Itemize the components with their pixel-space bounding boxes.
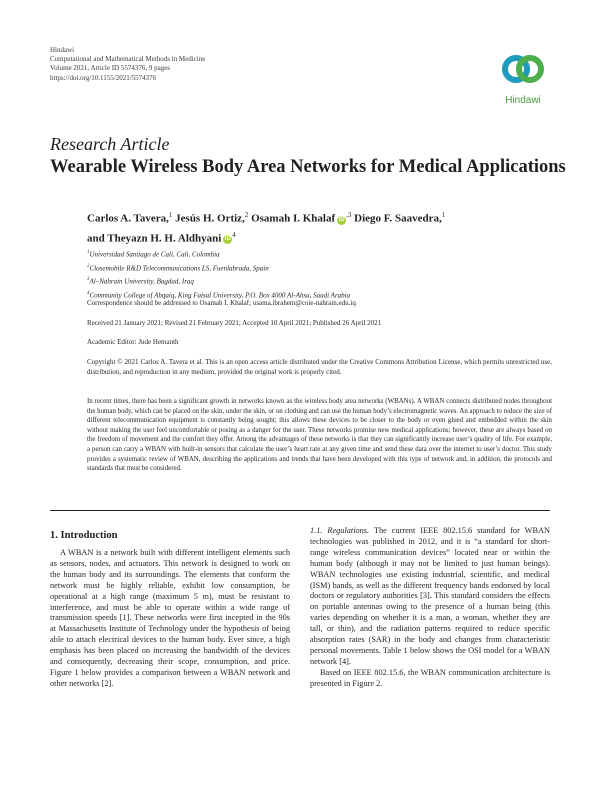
copyright-notice: Copyright © 2021 Carlos A. Tavera et al. This is an open access article distributed under the Creative Commons Attribution License, which permits unrestricted use, distribution, and reproduction in any medium, provided the original work is properly cited. xyxy=(87,358,552,376)
author-name: Osamah I. Khalaf xyxy=(251,212,336,225)
journal-header xyxy=(50,46,205,83)
hindawi-logo-icon xyxy=(495,50,551,90)
abstract: In recent times, there has been a significant growth in networks known as the wireless body area networks (WBANs). A WBAN connects distributed nodes throughout the human body, which can be placed on the skin, under the skin, or on clothing and can use the human body’s electromagnetic waves. An approach to reduce the size of different telecommunication equipment is constantly being sought; this allows these devices to be closer to the body or even glued and embedded within the skin without making the user feel uncomfortable or posing as a danger for the user. These networks promise new medical applications; however, these are always based on the freedom of movement and the comfort they offer. Among the advantages of these networks is that they can significantly increase user’s quality of life. For example, a person can carry a WBAN with built-in sensors that calculate the user’s heart rate at any given time and send these data over the internet to user’s doctor. This study provides a systematic review of WBAN, describing the applications and trends that have been developed with this type of network and, in addition, the protocols and standards that must be considered. xyxy=(87,398,552,473)
affiliation: $^2$Closemobile R&D Telecommunications LS, Fuenlabrada, Spain xyxy=(87,263,269,272)
body-paragraph xyxy=(310,526,550,668)
doi-link[interactable]: https://doi.org/10.1155/2021/5574376 xyxy=(50,73,157,82)
orcid-icon[interactable]: iD xyxy=(338,216,345,223)
section-heading: 1. Introduction xyxy=(50,530,118,541)
orcid-icon[interactable]: iD xyxy=(224,236,231,243)
author-list xyxy=(87,207,557,246)
author-name: Carlos A. Tavera, xyxy=(87,212,169,225)
journal-name: Computational and Mathematical Methods in Medicine xyxy=(50,55,206,64)
divider xyxy=(50,510,550,511)
hindawi-logo xyxy=(495,50,551,106)
paragraph-text: The current IEEE 802.15.6 standard for WBAN technologies was published in 2012, and it is “a standard for short-range wireless communication devices” located near or within the human body (although it may not be limited to just human beings). WBAN technologies use existing industrial, scientific, and medical (ISM) bands, as well as the different frequency bands endorsed by local doctors or regulatory authorities [3]. This standard considers the effects on portable antennas owing to the presence of a human being (this varies depending on whether it is a man, a woman, whether they are tall, or thin), and the radiation patterns required to reduce specific absorption rates (SAR) in the body and changes from characteristic personal movements. Table 1 below shows the OSI model for a WBAN network [4]. xyxy=(310,526,550,666)
body-paragraph: A WBAN is a network built with different intelligent elements such as sensors, nodes, and actuators. This network is designed to work on the human body and its surroundings. The elements that conform the network must be highly reliable, exhibit low consumption, be operational at a high range (maximum 5 m), must be resistant to interference, and must be able to operate within a wide range of transmission speeds [1]. These networks were first incepted in the 90s at Massachusetts Institute of Technology under the hypothesis of being able to attach electrical devices to the human body. Ever since, a high emphasis has been placed on increasing the bandwidth of the devices and consequently, decreasing their scope, consumption, and price. Figure 1 below provides a comparison between a WBAN network and other networks [2]. xyxy=(50,548,290,688)
publisher-name: Hindawi xyxy=(50,46,75,54)
author-name: Jesús H. Ortiz, xyxy=(175,212,245,225)
author-affil-ref: 1 xyxy=(441,211,446,219)
article-type: Research Article xyxy=(50,134,170,154)
author-name: Diego F. Saavedra, xyxy=(354,212,442,225)
body-column-right xyxy=(310,526,550,690)
academic-editor: Academic Editor: Jude Hemanth xyxy=(87,338,179,346)
affiliation: $^1$Universidad Santiago de Cali, Cali, Colombia xyxy=(87,250,220,259)
subsection-heading: 1.1. Regulations. xyxy=(310,526,370,535)
volume-info: Volume 2021, Article ID 5574376, 9 pages xyxy=(50,64,171,73)
logo-wordmark: Hindawi xyxy=(505,95,541,106)
body-paragraph: Based on IEEE 802.15.6, the WBAN communication architecture is presented in Figure 2. xyxy=(310,667,550,688)
author-affil-ref: 2 xyxy=(244,211,249,219)
affiliation: $^4$Community College of Abqaiq, King Faisal University, P.O. Box 4000 Al-Ahsa, Saudi Arabia xyxy=(87,290,351,299)
author-name: and Theyazn H. H. Aldhyani xyxy=(87,232,222,245)
author-affil-ref: 1 xyxy=(168,211,173,219)
author-affil-ref: 4 xyxy=(232,230,236,239)
correspondence: Correspondence should be addressed to Osamah I. Khalaf; usama.ibrahem@coie-nahrain.edu.iq xyxy=(87,299,356,307)
article-title: Wearable Wireless Body Area Networks for Medical Applications xyxy=(50,157,566,177)
affiliation: $^3$Al–Nahrain University, Bagdad, Iraq xyxy=(87,277,194,286)
publication-dates: Received 21 January 2021; Revised 21 February 2021; Accepted 10 April 2021; Published 26 April 2021 xyxy=(87,319,382,327)
affiliations xyxy=(87,247,350,301)
author-affil-ref: ,3 xyxy=(346,211,352,219)
